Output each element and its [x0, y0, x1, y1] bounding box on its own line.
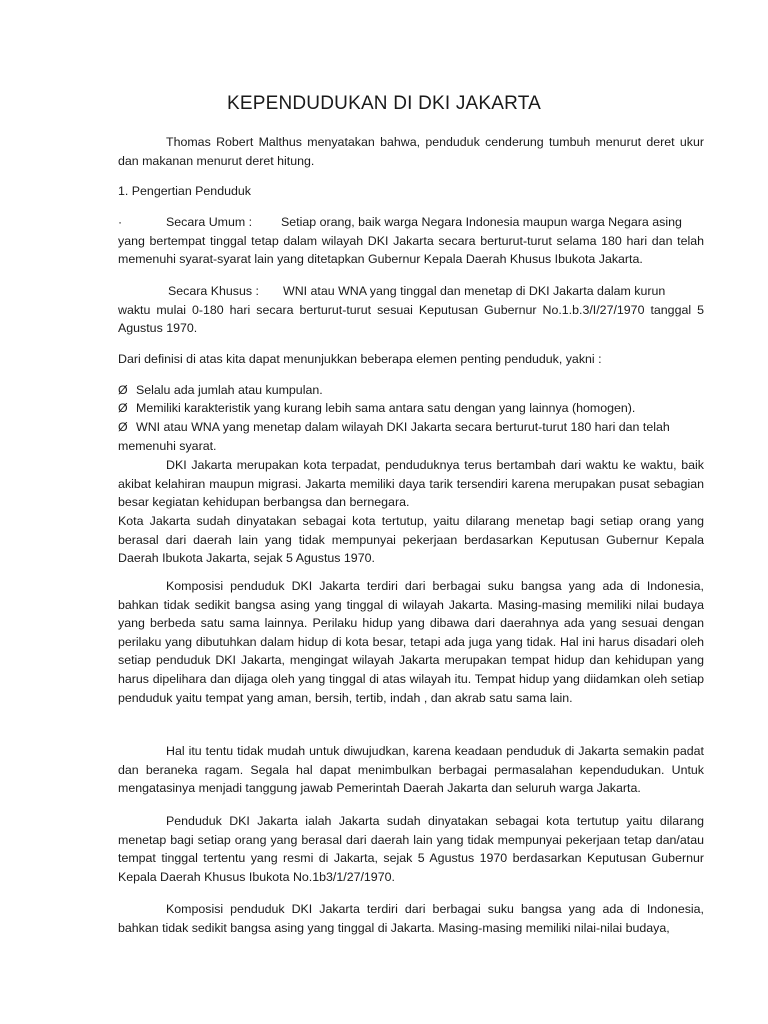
list-item-text: WNI atau WNA yang menetap dalam wilayah DKI Jakarta secara berturut-turut 180 hari dan telah [136, 420, 670, 434]
paragraph-dense-city: DKI Jakarta merupakan kota terpadat, penduduknya terus bertambah dari waktu ke waktu, baik akibat kelahiran maupun migrasi. Jakarta memiliki daya tarik tersendiri karena merupakan pusat sebagian besar kegiatan kehidupan berbangsa dan bernegara. [118, 458, 704, 510]
definition-specific-text-rest: waktu mulai 0-180 hari secara berturut-turut sesuai Keputusan Gubernur No.1.b.3/I/27/1970 tanggal 5 Agustus 1970. [118, 302, 704, 336]
definition-general-label: Secara Umum : [166, 215, 253, 229]
definition-general-first-line [118, 213, 704, 232]
arrow-bullet-icon: Ø [118, 420, 128, 434]
paragraph-resident: Penduduk DKI Jakarta ialah Jakarta sudah dinyatakan sebagai kota tertutup yaitu dilarang menetap bagi setiap orang yang berasal dari daerah lain yang tidak mempunyai pekerjaan tetap dan/atau tempat tinggal tertentu yang resmi di Jakarta, sejak 5 Agustus 1970 berdasarkan Keputusan Gubernur Kepala Daerah Khusus Ibukota No.1b3/1/27/1970. [118, 814, 704, 884]
paragraph-difficulty: Hal itu tentu tidak mudah untuk diwujudkan, karena keadaan penduduk di Jakarta semakin padat dan beraneka ragam. Segala hal dapat menimbulkan berbagai permasalahan kependudukan. Untuk mengatasinya menjadi tanggung jawab Pemerintah Daerah Jakarta dan seluruh warga Jakarta. [118, 744, 704, 796]
list-item [118, 437, 704, 456]
list-item [118, 399, 704, 418]
definition-specific [118, 282, 704, 338]
definition-general [118, 213, 704, 269]
definition-specific-first-line [118, 282, 704, 301]
definition-general-text-rest: yang bertempat tinggal tetap dalam wilayah DKI Jakarta secara berturut-turut selama 180 hari dan telah memenuhi syarat-syarat lain yang ditetapkan Gubernur Kepala Daerah Khusus Ibukota Jakarta. [118, 233, 704, 267]
list-item-text: Memiliki karakteristik yang kurang lebih sama antara satu dengan yang lainnya (homogen). [136, 401, 636, 415]
bullet-dot: · [118, 215, 123, 229]
paragraph-composition: Komposisi penduduk DKI Jakarta terdiri dari berbagai suku bangsa yang ada di Indonesia, bahkan tidak sedikit bangsa asing yang tinggal di wilayah Jakarta. Masing-masing memiliki nilai budaya yang berbeda satu sama lainnya. Perilaku hidup yang dibawa dari daerahnya ada yang sesuai dengan perilaku yang dibutuhkan dalam hidup di kota besar, tetapi ada juga yang tidak. Hal ini harus disadari oleh setiap penduduk DKI Jakarta, mengingat wilayah Jakarta merupakan tempat hidup dan kehidupan yang harus dipelihara dan dijaga oleh yang tinggal di atas wilayah itu. Tempat hidup yang diidamkan oleh setiap penduduk yaitu tempat yang aman, bersih, tertib, indah , dan akrab satu sama lain. [118, 579, 704, 705]
definition-specific-label: Secara Khusus : [168, 284, 259, 298]
elements-intro: Dari definisi di atas kita dapat menunjukkan beberapa elemen penting penduduk, yakni : [118, 352, 602, 366]
list-item-text: memenuhi syarat. [118, 439, 217, 453]
definition-specific-text-first: WNI atau WNA yang tinggal dan menetap di DKI Jakarta dalam kurun [283, 284, 666, 298]
paragraph-closed-city: Kota Jakarta sudah dinyatakan sebagai kota tertutup, yaitu dilarang menetap bagi setiap orang yang berasal dari daerah lain yang tidak mempunyai pekerjaan berdasarkan Keputusan Gubernur Kepala Daerah Ibukota Jakarta, sejak 5 Agustus 1970. [118, 514, 704, 566]
list-item [118, 381, 704, 400]
list-item [118, 418, 704, 437]
arrow-bullet-icon: Ø [118, 401, 128, 415]
list-item-text: Selalu ada jumlah atau kumpulan. [136, 383, 323, 397]
definition-general-text-first: Setiap orang, baik warga Negara Indonesia maupun warga Negara asing [281, 215, 682, 229]
page-title: KEPENDUDUKAN DI DKI JAKARTA [226, 93, 542, 114]
intro-paragraph: Thomas Robert Malthus menyatakan bahwa, penduduk cenderung tumbuh menurut deret ukur dan makanan menurut deret hitung. [118, 135, 704, 168]
arrow-bullet-icon: Ø [118, 383, 128, 397]
paragraph-composition-continued: Komposisi penduduk DKI Jakarta terdiri dari berbagai suku bangsa yang ada di Indonesia, bahkan tidak sedikit bangsa asing yang tinggal di Jakarta. Masing-masing memiliki nilai-nilai budaya, [118, 902, 704, 935]
section-heading: 1. Pengertian Penduduk [118, 184, 251, 198]
